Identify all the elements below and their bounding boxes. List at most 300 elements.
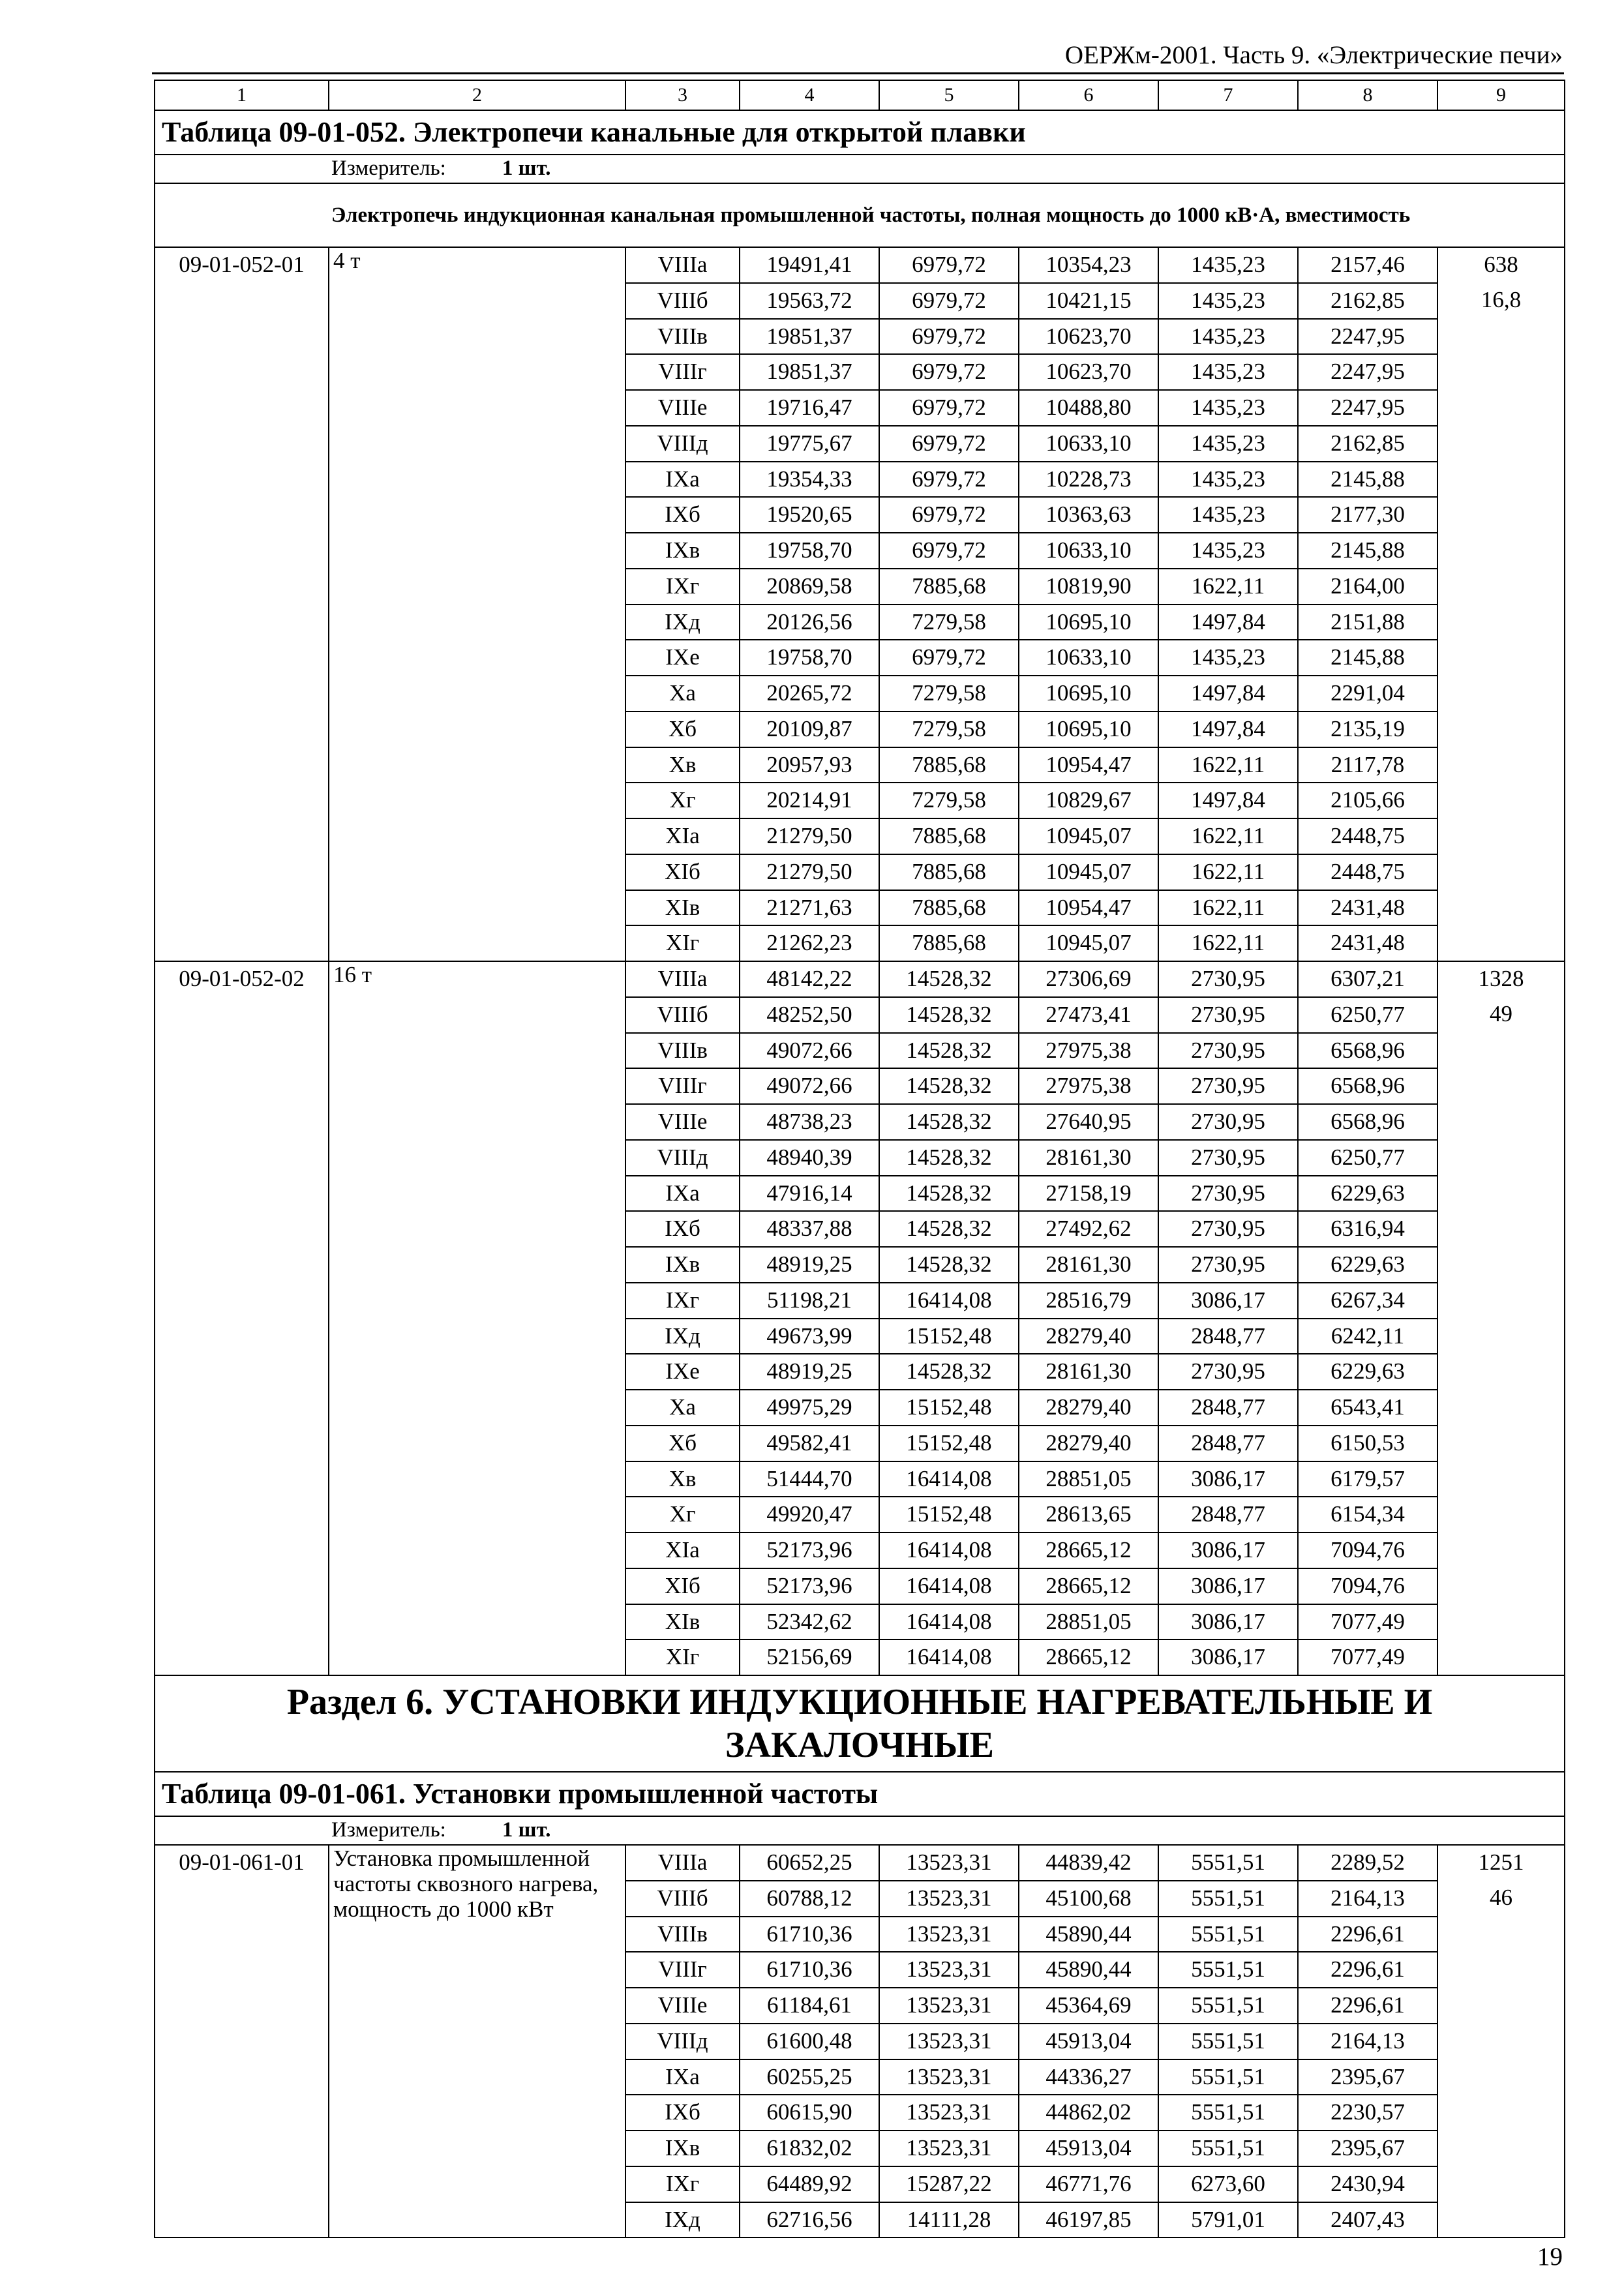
cost-value: 45913,04 [1019, 2024, 1158, 2059]
cost-value: 28161,30 [1019, 1247, 1158, 1283]
cost-value: 48738,23 [740, 1104, 879, 1140]
territory-zone: IXв [625, 2131, 740, 2166]
cost-value: 14528,32 [879, 997, 1019, 1033]
cost-value: 45364,69 [1019, 1988, 1158, 2024]
cost-value: 7279,58 [879, 711, 1019, 747]
cost-value: 2730,95 [1158, 961, 1298, 997]
cost-value: 15287,22 [879, 2166, 1019, 2202]
cost-value: 49673,99 [740, 1319, 879, 1354]
cost-value: 1435,23 [1158, 283, 1298, 319]
cost-value: 2157,46 [1298, 247, 1437, 283]
col9-value [1437, 2166, 1565, 2202]
cost-value: 10945,07 [1019, 854, 1158, 890]
cost-value: 27306,69 [1019, 961, 1158, 997]
cost-value: 7885,68 [879, 818, 1019, 854]
col9-value [1437, 1033, 1565, 1069]
cost-value: 28279,40 [1019, 1390, 1158, 1426]
cost-value: 6979,72 [879, 319, 1019, 355]
territory-zone: VIIIг [625, 354, 740, 390]
cost-value: 6979,72 [879, 354, 1019, 390]
territory-zone: IXв [625, 533, 740, 569]
table-description-row [155, 183, 1565, 247]
col9-value [1437, 1104, 1565, 1140]
col9-value [1437, 1390, 1565, 1426]
cost-value: 19563,72 [740, 283, 879, 319]
cost-value: 5551,51 [1158, 2131, 1298, 2166]
cost-value: 16414,08 [879, 1283, 1019, 1319]
territory-zone: VIIIб [625, 283, 740, 319]
cost-value: 13523,31 [879, 1881, 1019, 1917]
cost-value: 7279,58 [879, 676, 1019, 711]
cost-value: 16414,08 [879, 1533, 1019, 1568]
cost-value: 14528,32 [879, 1354, 1019, 1390]
col9-value [1437, 354, 1565, 390]
section-title-row [155, 1675, 1565, 1772]
cost-value: 2848,77 [1158, 1497, 1298, 1533]
cost-value: 14528,32 [879, 1140, 1019, 1176]
cost-value: 15152,48 [879, 1390, 1019, 1426]
cost-value: 7077,49 [1298, 1604, 1437, 1640]
cost-value: 6242,11 [1298, 1319, 1437, 1354]
cost-value: 27158,19 [1019, 1176, 1158, 1212]
territory-zone: XIв [625, 1604, 740, 1640]
cost-value: 1435,23 [1158, 497, 1298, 533]
territory-zone: VIIIд [625, 1140, 740, 1176]
cost-value: 61710,36 [740, 1917, 879, 1952]
cost-value: 2135,19 [1298, 711, 1437, 747]
cost-value: 1497,84 [1158, 711, 1298, 747]
col9-value [1437, 1639, 1565, 1675]
cost-value: 2730,95 [1158, 1354, 1298, 1390]
cost-value: 6250,77 [1298, 997, 1437, 1033]
cost-value: 10945,07 [1019, 818, 1158, 854]
col9-value [1437, 1461, 1565, 1497]
territory-zone: Xа [625, 1390, 740, 1426]
cost-value: 1435,23 [1158, 462, 1298, 498]
cost-value: 10954,47 [1019, 890, 1158, 926]
cost-value: 2164,13 [1298, 1881, 1437, 1917]
cost-value: 64489,92 [740, 2166, 879, 2202]
cost-value: 6979,72 [879, 497, 1019, 533]
cost-value: 13523,31 [879, 1845, 1019, 1881]
cost-value: 2730,95 [1158, 1176, 1298, 1212]
territory-zone: IXд [625, 2202, 740, 2238]
cost-value: 20126,56 [740, 605, 879, 640]
cost-value: 6229,63 [1298, 1247, 1437, 1283]
cost-value: 2730,95 [1158, 997, 1298, 1033]
cost-value: 1435,23 [1158, 354, 1298, 390]
cost-value: 16414,08 [879, 1639, 1019, 1675]
territory-zone: XIб [625, 1568, 740, 1604]
territory-zone: XIа [625, 818, 740, 854]
cost-value: 19354,33 [740, 462, 879, 498]
col9-value [1437, 1604, 1565, 1640]
territory-zone: IXг [625, 569, 740, 605]
cost-value: 2848,77 [1158, 1319, 1298, 1354]
col9-value: 46 [1437, 1881, 1565, 1917]
cost-value: 14528,32 [879, 1176, 1019, 1212]
territory-zone: IXа [625, 2059, 740, 2095]
cost-value: 1435,23 [1158, 426, 1298, 462]
col9-value [1437, 1247, 1565, 1283]
cost-value: 14111,28 [879, 2202, 1019, 2238]
cost-value: 2730,95 [1158, 1104, 1298, 1140]
cost-value: 2730,95 [1158, 1140, 1298, 1176]
col9-value: 638 [1437, 247, 1565, 283]
cost-value: 52342,62 [740, 1604, 879, 1640]
cost-value: 2448,75 [1298, 818, 1437, 854]
cost-value: 3086,17 [1158, 1283, 1298, 1319]
cost-value: 1622,11 [1158, 818, 1298, 854]
cost-value: 2730,95 [1158, 1211, 1298, 1247]
cost-value: 6979,72 [879, 283, 1019, 319]
cost-value: 13523,31 [879, 2024, 1019, 2059]
territory-zone: VIIIв [625, 1917, 740, 1952]
territory-zone: VIIIв [625, 1033, 740, 1069]
cost-value: 46197,85 [1019, 2202, 1158, 2238]
cost-value: 1622,11 [1158, 890, 1298, 926]
territory-zone: VIIIд [625, 2024, 740, 2059]
measure-line-row [155, 155, 1565, 183]
cost-value: 5551,51 [1158, 2024, 1298, 2059]
territory-zone: XIв [625, 890, 740, 926]
column-number: 8 [1298, 80, 1437, 110]
cost-value: 52156,69 [740, 1639, 879, 1675]
cost-value: 13523,31 [879, 1952, 1019, 1988]
section-title: Раздел 6. УСТАНОВКИ ИНДУКЦИОННЫЕ НАГРЕВАТЕЛЬНЫЕ И ЗАКАЛОЧНЫЕ [155, 1675, 1565, 1772]
cost-value: 27640,95 [1019, 1104, 1158, 1140]
cost-value: 49920,47 [740, 1497, 879, 1533]
cost-value: 10488,80 [1019, 390, 1158, 426]
territory-zone: IXв [625, 1247, 740, 1283]
cost-value: 5551,51 [1158, 1988, 1298, 2024]
column-number: 5 [879, 80, 1019, 110]
cost-value: 6307,21 [1298, 961, 1437, 997]
cost-value: 28851,05 [1019, 1461, 1158, 1497]
cost-value: 2296,61 [1298, 1988, 1437, 2024]
cost-value: 19851,37 [740, 319, 879, 355]
territory-zone: Xб [625, 711, 740, 747]
cost-value: 5551,51 [1158, 1952, 1298, 1988]
col9-value [1437, 2095, 1565, 2131]
territory-zone: IXб [625, 2095, 740, 2131]
col9-value [1437, 2059, 1565, 2095]
cost-value: 19758,70 [740, 533, 879, 569]
cost-value: 6979,72 [879, 247, 1019, 283]
header-rule [152, 72, 1564, 74]
cost-value: 6979,72 [879, 390, 1019, 426]
cost-value: 6979,72 [879, 462, 1019, 498]
cost-value: 7885,68 [879, 925, 1019, 961]
cost-value: 20869,58 [740, 569, 879, 605]
col9-value [1437, 1140, 1565, 1176]
col9-value: 1251 [1437, 1845, 1565, 1881]
cost-value: 52173,96 [740, 1568, 879, 1604]
cost-value: 3086,17 [1158, 1533, 1298, 1568]
table-title: Таблица 09-01-061. Установки промышленной частоты [155, 1772, 1565, 1816]
cost-value: 45890,44 [1019, 1952, 1158, 1988]
cost-value: 16414,08 [879, 1568, 1019, 1604]
col9-value: 49 [1437, 997, 1565, 1033]
cost-value: 1622,11 [1158, 747, 1298, 783]
cost-value: 47916,14 [740, 1176, 879, 1212]
cost-value: 2730,95 [1158, 1033, 1298, 1069]
measure-line-row [155, 1816, 1565, 1845]
cost-value: 2230,57 [1298, 2095, 1437, 2131]
cost-value: 2164,00 [1298, 569, 1437, 605]
cost-value: 1435,23 [1158, 247, 1298, 283]
page-number: 19 [1537, 2243, 1563, 2271]
territory-zone: XIг [625, 925, 740, 961]
col9-value [1437, 1988, 1565, 2024]
col9-value [1437, 1497, 1565, 1533]
territory-zone: VIIIа [625, 961, 740, 997]
cost-value: 1497,84 [1158, 605, 1298, 640]
territory-zone: IXг [625, 2166, 740, 2202]
col9-value [1437, 319, 1565, 355]
cost-value: 10695,10 [1019, 676, 1158, 711]
cost-value: 14528,32 [879, 1211, 1019, 1247]
cost-value: 2177,30 [1298, 497, 1437, 533]
cost-value: 6229,63 [1298, 1176, 1437, 1212]
territory-zone: IXа [625, 1176, 740, 1212]
cost-value: 10633,10 [1019, 533, 1158, 569]
territory-zone: XIб [625, 854, 740, 890]
cost-value: 16414,08 [879, 1604, 1019, 1640]
cost-value: 2151,88 [1298, 605, 1437, 640]
cost-value: 6543,41 [1298, 1390, 1437, 1426]
cost-value: 6267,34 [1298, 1283, 1437, 1319]
cost-value: 48252,50 [740, 997, 879, 1033]
cost-value: 5551,51 [1158, 1917, 1298, 1952]
col9-value [1437, 462, 1565, 498]
cost-value: 21271,63 [740, 890, 879, 926]
cost-value: 2247,95 [1298, 390, 1437, 426]
col9-value [1437, 1426, 1565, 1461]
cost-value: 48142,22 [740, 961, 879, 997]
column-number: 1 [155, 80, 329, 110]
col9-value [1437, 783, 1565, 818]
cost-value: 7885,68 [879, 747, 1019, 783]
territory-zone: Xб [625, 1426, 740, 1461]
measure-label: Измеритель: [331, 157, 446, 180]
cost-value: 10695,10 [1019, 711, 1158, 747]
cost-value: 6229,63 [1298, 1354, 1437, 1390]
cost-value: 5791,01 [1158, 2202, 1298, 2238]
territory-zone: VIIIд [625, 426, 740, 462]
cost-value: 60615,90 [740, 2095, 879, 2131]
cost-value: 28665,12 [1019, 1639, 1158, 1675]
territory-zone: VIIIа [625, 1845, 740, 1881]
cost-value: 13523,31 [879, 1917, 1019, 1952]
column-number: 9 [1437, 80, 1565, 110]
col9-value [1437, 605, 1565, 640]
cost-value: 2730,95 [1158, 1247, 1298, 1283]
cost-value: 1435,23 [1158, 533, 1298, 569]
cost-value: 2296,61 [1298, 1917, 1437, 1952]
cost-value: 6568,96 [1298, 1104, 1437, 1140]
col9-value [1437, 640, 1565, 676]
cost-value: 7094,76 [1298, 1568, 1437, 1604]
cost-value: 16414,08 [879, 1461, 1019, 1497]
cost-value: 13523,31 [879, 1988, 1019, 2024]
cost-value: 28851,05 [1019, 1604, 1158, 1640]
cost-value: 7094,76 [1298, 1533, 1437, 1568]
col9-value [1437, 1176, 1565, 1212]
measure-unit: 1 шт. [502, 157, 551, 180]
territory-zone: VIIIг [625, 1952, 740, 1988]
cost-value: 2162,85 [1298, 426, 1437, 462]
cost-value: 2105,66 [1298, 783, 1437, 818]
cost-value: 2848,77 [1158, 1390, 1298, 1426]
cost-value: 44839,42 [1019, 1845, 1158, 1881]
cost-value: 7885,68 [879, 854, 1019, 890]
cost-value: 1435,23 [1158, 640, 1298, 676]
col9-value [1437, 1283, 1565, 1319]
territory-zone: IXг [625, 1283, 740, 1319]
territory-zone: VIIIг [625, 1068, 740, 1104]
column-number-row [155, 80, 1565, 110]
cost-value: 2730,95 [1158, 1068, 1298, 1104]
cost-value: 62716,56 [740, 2202, 879, 2238]
territory-zone: XIг [625, 1639, 740, 1675]
cost-value: 51444,70 [740, 1461, 879, 1497]
cost-value: 46771,76 [1019, 2166, 1158, 2202]
territory-zone: Xг [625, 783, 740, 818]
cost-value: 28279,40 [1019, 1426, 1158, 1461]
cost-value: 48337,88 [740, 1211, 879, 1247]
cost-value: 21279,50 [740, 854, 879, 890]
cost-value: 2407,43 [1298, 2202, 1437, 2238]
territory-zone: VIIIб [625, 997, 740, 1033]
cost-value: 10363,63 [1019, 497, 1158, 533]
cost-value: 2117,78 [1298, 747, 1437, 783]
cost-value: 10945,07 [1019, 925, 1158, 961]
cost-value: 2296,61 [1298, 1952, 1437, 1988]
cost-value: 2289,52 [1298, 1845, 1437, 1881]
col9-value [1437, 925, 1565, 961]
cost-value: 2145,88 [1298, 462, 1437, 498]
cost-value: 28161,30 [1019, 1140, 1158, 1176]
col9-value [1437, 2131, 1565, 2166]
cost-value: 2431,48 [1298, 925, 1437, 961]
rates-table [154, 80, 1565, 2238]
cost-value: 5551,51 [1158, 1881, 1298, 1917]
cost-value: 1622,11 [1158, 925, 1298, 961]
cost-value: 10954,47 [1019, 747, 1158, 783]
cost-value: 10623,70 [1019, 354, 1158, 390]
cost-value: 1435,23 [1158, 390, 1298, 426]
col9-value [1437, 2202, 1565, 2238]
cost-value: 2164,13 [1298, 2024, 1437, 2059]
cost-value: 48919,25 [740, 1354, 879, 1390]
cost-value: 6316,94 [1298, 1211, 1437, 1247]
cost-value: 3086,17 [1158, 1639, 1298, 1675]
territory-zone: Xа [625, 676, 740, 711]
cost-value: 10829,67 [1019, 783, 1158, 818]
territory-zone: VIIIа [625, 247, 740, 283]
cost-value: 10354,23 [1019, 247, 1158, 283]
cost-value: 10623,70 [1019, 319, 1158, 355]
cost-value: 2848,77 [1158, 1426, 1298, 1461]
cost-value: 6979,72 [879, 533, 1019, 569]
cost-value: 21262,23 [740, 925, 879, 961]
col9-value [1437, 569, 1565, 605]
col9-value [1437, 890, 1565, 926]
cost-value: 61832,02 [740, 2131, 879, 2166]
cost-value: 60788,12 [740, 1881, 879, 1917]
territory-zone: Xг [625, 1497, 740, 1533]
cost-value: 10633,10 [1019, 640, 1158, 676]
territory-zone: VIIIб [625, 1881, 740, 1917]
col9-value [1437, 1533, 1565, 1568]
territory-zone: IXе [625, 1354, 740, 1390]
cost-value: 61184,61 [740, 1988, 879, 2024]
cost-value: 14528,32 [879, 1247, 1019, 1283]
column-number: 2 [329, 80, 625, 110]
table-title-row [155, 110, 1565, 155]
territory-zone: VIIIе [625, 1988, 740, 2024]
col9-value [1437, 533, 1565, 569]
territory-zone: IXд [625, 605, 740, 640]
rate-name: 4 т [329, 247, 625, 961]
table-row [155, 1845, 1565, 1881]
cost-value: 5551,51 [1158, 1845, 1298, 1881]
cost-value: 44336,27 [1019, 2059, 1158, 2095]
cost-value: 2430,94 [1298, 2166, 1437, 2202]
table-description: Электропечь индукционная канальная промышленной частоты, полная мощность до 1000 кВ·А, вместимость [155, 183, 1565, 247]
col9-value [1437, 1917, 1565, 1952]
cost-value: 5551,51 [1158, 2059, 1298, 2095]
cost-value: 7279,58 [879, 783, 1019, 818]
rate-code: 09-01-052-02 [155, 961, 329, 1675]
cost-value: 48919,25 [740, 1247, 879, 1283]
cost-value: 49975,29 [740, 1390, 879, 1426]
rate-code: 09-01-061-01 [155, 1845, 329, 2237]
cost-value: 6568,96 [1298, 1033, 1437, 1069]
cost-value: 1435,23 [1158, 319, 1298, 355]
cost-value: 28279,40 [1019, 1319, 1158, 1354]
col9-value [1437, 1354, 1565, 1390]
col9-value [1437, 747, 1565, 783]
col9-value [1437, 1068, 1565, 1104]
cost-value: 10695,10 [1019, 605, 1158, 640]
cost-value: 49072,66 [740, 1033, 879, 1069]
cost-value: 19775,67 [740, 426, 879, 462]
measure-label: Измеритель: [331, 1818, 446, 1842]
col9-value [1437, 818, 1565, 854]
cost-value: 7885,68 [879, 890, 1019, 926]
cost-value: 1622,11 [1158, 854, 1298, 890]
cost-value: 27492,62 [1019, 1211, 1158, 1247]
col9-value [1437, 390, 1565, 426]
cost-value: 19851,37 [740, 354, 879, 390]
measure-line [155, 155, 1565, 183]
cost-value: 6979,72 [879, 426, 1019, 462]
territory-zone: XIа [625, 1533, 740, 1568]
cost-value: 19520,65 [740, 497, 879, 533]
cost-value: 7885,68 [879, 569, 1019, 605]
cost-value: 10228,73 [1019, 462, 1158, 498]
cost-value: 60255,25 [740, 2059, 879, 2095]
cost-value: 60652,25 [740, 1845, 879, 1881]
table-row [155, 961, 1565, 997]
col9-value [1437, 426, 1565, 462]
cost-value: 10819,90 [1019, 569, 1158, 605]
cost-value: 13523,31 [879, 2059, 1019, 2095]
cost-value: 15152,48 [879, 1497, 1019, 1533]
cost-value: 6273,60 [1158, 2166, 1298, 2202]
